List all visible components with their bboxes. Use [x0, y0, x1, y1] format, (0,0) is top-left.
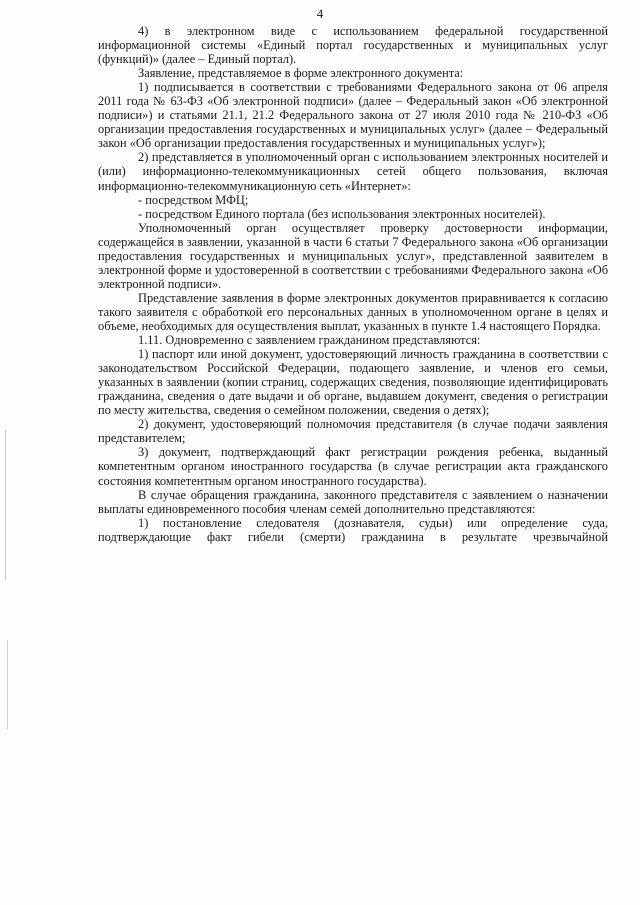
paragraph: 1) постановление следователя (дознавателя, судьи) или определение суда, подтверждающие факт гибели (смерти) гражданина в результате чрезвычайной: [98, 515, 608, 544]
paragraph: 1) подписывается в соответствии с требованиями Федерального закона от 06 апреля 2011 года № 63-ФЗ «Об электронной подписи» (далее – Федеральный закон «Об электронной подписи») и статьями 21.1, 21.2 Федерального закона от 27 июля 2010 года № 210-ФЗ «Об организации предоставления государственных и муниципальных услуг» (далее – Федеральный закон «Об организации предоставления государственных и муниципальных услуг»);: [98, 80, 608, 151]
paragraph: 4) в электронном виде с использованием федеральной государственной информационной системы «Единый портал государственных и муниципальных услуг (функций)» (далее – Единый портал).: [98, 24, 608, 67]
paragraph: Заявление, представляемое в форме электронного документа:: [138, 66, 464, 81]
page-number: 4: [316, 6, 324, 21]
section-heading: 1.11. Одновременно с заявлением гражданином представляются:: [138, 333, 481, 348]
document-body: [98, 24, 608, 544]
paragraph: 1) паспорт или иной документ, удостоверяющий личность гражданина в соответствии с законодательством Российской Федерации, подающего заявление, и членов его семьи, указанных в заявлении (копии страниц, содержащих сведения, позволяющие идентифицировать гражданина, сведения о дате выдачи и об органе, выдавшем документ, сведения о регистрации по месту жительства, сведения о семейном положении, сведения о детях);: [98, 347, 608, 418]
list-item: - посредством МФЦ;: [138, 192, 249, 207]
scan-artifact: [7, 640, 8, 730]
list-item: - посредством Единого портала (без использования электронных носителей).: [138, 206, 546, 221]
paragraph: 3) документ, подтверждающий факт регистрации рождения ребенка, выданный компетентным органом иностранного государства (в случае регистрации акта гражданского состояния компетентным органом иностранного государства).: [98, 445, 608, 488]
scan-artifact: [5, 430, 6, 580]
paragraph: Уполномоченный орган осуществляет проверку достоверности информации, содержащейся в заявлении, указанной в части 6 статьи 7 Федерального закона «Об организации предоставления государственных и муниципальных услуг», представленной заявителем в электронной форме и удостоверенной в соответствии с требованиями Федерального закона «Об электронной подписи».: [98, 220, 608, 291]
paragraph: 2) документ, удостоверяющий полномочия представителя (в случае подачи заявления представителем;: [98, 417, 608, 446]
paragraph: 2) представляется в уполномоченный орган с использованием электронных носителей и (или) информационно-телекоммуникационных сетей общего пользования, включая информационно-телекоммуникационную сеть «Интернет»:: [98, 150, 608, 193]
paragraph: Представление заявления в форме электронных документов приравнивается к согласию такого заявителя с обработкой его персональных данных в уполномоченном органе в целях и объеме, необходимых для осуществления выплат, указанных в пункте 1.4 настоящего Порядка.: [98, 290, 608, 333]
paragraph: В случае обращения гражданина, законного представителя с заявлением о назначении выплаты единовременного пособия членам семей дополнительно представляются:: [98, 487, 608, 516]
